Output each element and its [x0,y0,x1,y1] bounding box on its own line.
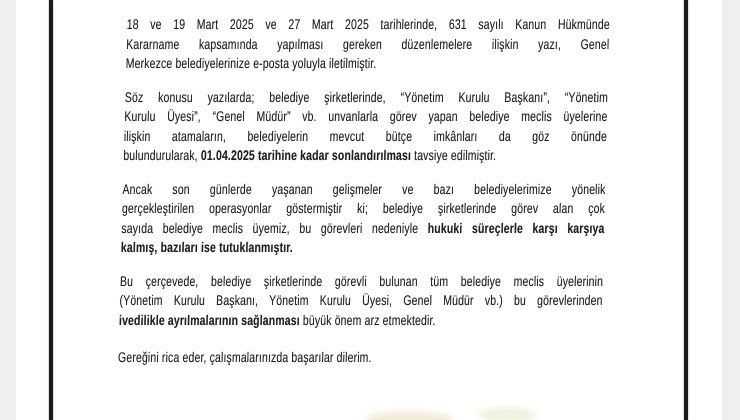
paragraph-2 [123,88,608,166]
bold-text-segment: hukuki süreçlerle karşı karşıya [427,219,605,236]
text-segment: tavsiye edilmiştir. [410,147,497,163]
paragraph-line [124,107,608,127]
text-segment: sayıda belediye meclis üyemiz, bu görevleri nedeniyle [121,219,428,236]
paragraph-line [122,199,606,219]
left-page-edge-bar [49,0,53,420]
text-segment: Merkezce belediyelerinize e-posta yoluyla iletilmiştir. [125,55,377,71]
bold-text-segment: ivedilikle ayrılmalarının sağlanması [118,311,301,328]
text-segment: Kararname kapsamında yapılması gereken düzenlemelere ilişkin yazı, Genel [126,35,610,52]
right-page-edge-bar [684,0,688,420]
bold-text-segment: kalmış, bazıları ise tutuklanmıştır. [120,239,294,255]
text-segment: gerçekleştirilen operasyonlar göstermiştir ki; belediye şirketlerinde görev alan çok [121,200,606,216]
paragraph-line [122,180,606,200]
left-gray-margin [0,0,16,420]
text-segment: bulundurularak, [123,147,202,163]
paragraph-line [121,219,605,239]
bold-text-segment: 01.04.2025 tarihine kadar sonlandırılması [200,147,412,163]
text-segment: Bu çerçevede, belediye şirketlerinde görevli bulunan tüm belediye meclis üyelerinin [119,272,604,289]
paragraph-line [121,238,605,258]
paragraph-line [126,15,610,35]
paragraph-line [119,291,603,311]
text-segment: ilişkin atamaların, belediyelerin mevcut bütçe imkânları da göz önünde [123,127,608,144]
text-segment: Söz konusu yazılarda; belediye şirketlerinde, “Yönetim Kurulu Başkanı”, “Yönetim [124,88,609,105]
paragraph-line [123,146,607,166]
bottom-stamp-hint-warm [365,411,453,420]
paragraph-line [119,311,603,331]
paragraph-line [125,88,609,108]
document-body [118,15,610,368]
right-gray-margin [722,0,740,420]
text-segment: büyük önem arz etmektedir. [299,311,436,328]
text-segment: (Yönetim Kurulu Başkanı, Yönetim Kurulu Üyesi, Genel Müdür vb.) bu görevlerinden [119,292,603,308]
paragraph-line [125,54,609,74]
text-segment: 18 ve 19 Mart 2025 ve 27 Mart 2025 tarihlerinde, 631 sayılı Kanun Hükmünde [126,16,611,32]
paragraph-line [120,272,604,292]
closing-line: Gereğini rica eder, çalışmalarınızda başarılar dilerim. [117,349,372,365]
paragraph-line [124,127,608,147]
paragraph-4 [119,272,604,331]
bottom-stamp-hint-green [478,407,536,420]
text-segment: Ancak son günlerde yaşanan gelişmeler ve bazı belediyelerimize yönelik [122,180,606,197]
paragraph-3 [121,180,606,258]
text-segment: Kurulu Üyesi”, “Genel Müdür” vb. unvanlarla görev yapan belediye meclis üyelerine [124,108,608,124]
paragraph-line [126,35,610,55]
paragraph-1 [125,15,610,74]
